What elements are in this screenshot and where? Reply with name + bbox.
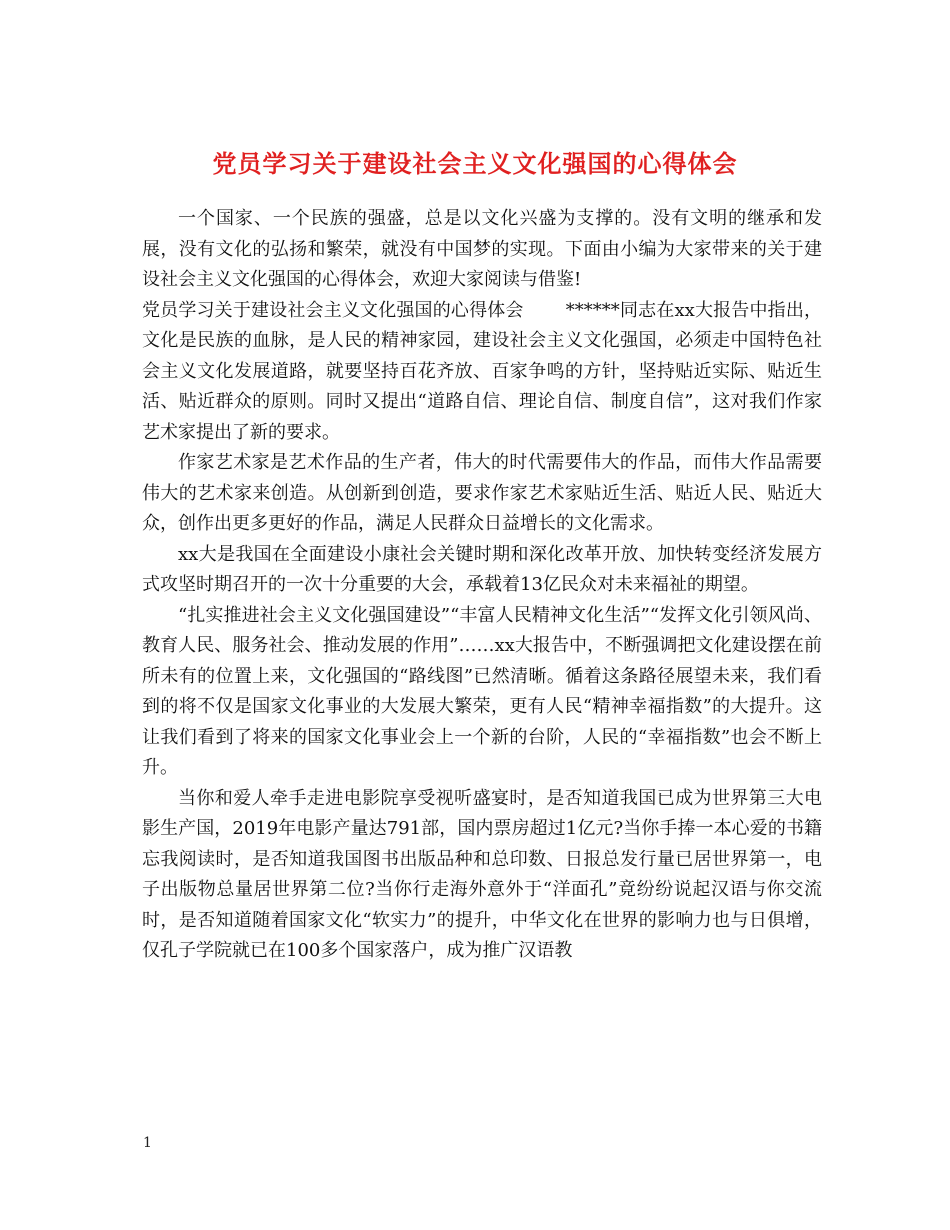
paragraph-intro: 一个国家、一个民族的强盛，总是以文化兴盛为支撑的。没有文明的继承和发展，没有文化的弘扬和繁荣，就没有中国梦的实现。下面由小编为大家带来的关于建设社会主义文化强国的心得体会，欢迎大家阅读与借鉴!: [142, 208, 822, 290]
paragraph-artists: 作家艺术家是艺术作品的生产者，伟大的时代需要伟大的作品，而伟大作品需要伟大的艺术家来创造。从创新到创造，要求作家艺术家贴近生活、贴近人民、贴近大众，创作出更多更好的作品，满足人民群众日益增长的文化需求。: [142, 452, 822, 534]
paragraph-achievements: 当你和爱人牵手走进电影院享受视听盛宴时，是否知道我国已成为世界第三大电影生产国，2019年电影产量达791部，国内票房超过1亿元?当你手捧一本心爱的书籍忘我阅读时，是否知道我国图书出版品种和总印数、日报总发行量已居世界第一，电子出版物总量居世界第二位?当你行走海外意外于“洋面孔”竟纷纷说起汉语与你交流时，是否知道随着国家文化“软实力”的提升，中华文化在世界的影响力也与日俱增，仅孔子学院就已在100多个国家落户，成为推广汉语教: [142, 787, 822, 961]
page-number: 1: [143, 1135, 152, 1151]
document-body: [142, 204, 822, 967]
paragraph-congress: xx大是我国在全面建设小康社会关键时期和深化改革开放、加快转变经济发展方式攻坚时期召开的一次十分重要的大会，承载着13亿民众对未来福祉的期望。: [142, 543, 822, 595]
paragraph-roadmap: “扎实推进社会主义文化强国建设”“丰富人民精神文化生活”“发挥文化引领风尚、教育人民、服务社会、推动发展的作用”……xx大报告中，不断强调把文化建设摆在前所未有的位置上来，文化强国的“路线图”已然清晰。循着这条路径展望未来，我们看到的将不仅是国家文化事业的大发展大繁荣，更有人民“精神幸福指数”的大提升。这让我们看到了将来的国家文化事业会上一个新的台阶，人民的“幸福指数”也会不断上升。: [142, 604, 822, 778]
paragraph-subtitle-and-report: 党员学习关于建设社会主义文化强国的心得体会 ******同志在xx大报告中指出，文化是民族的血脉，是人民的精神家园，建设社会主义文化强国，必须走中国特色社会主义文化发展道路，就要坚持百花齐放、百家争鸣的方针，坚持贴近实际、贴近生活、贴近群众的原则。同时又提出“道路自信、理论自信、制度自信”，这对我们作家艺术家提出了新的要求。: [142, 299, 822, 443]
document-title: 党员学习关于建设社会主义文化强国的心得体会: [212, 149, 738, 179]
